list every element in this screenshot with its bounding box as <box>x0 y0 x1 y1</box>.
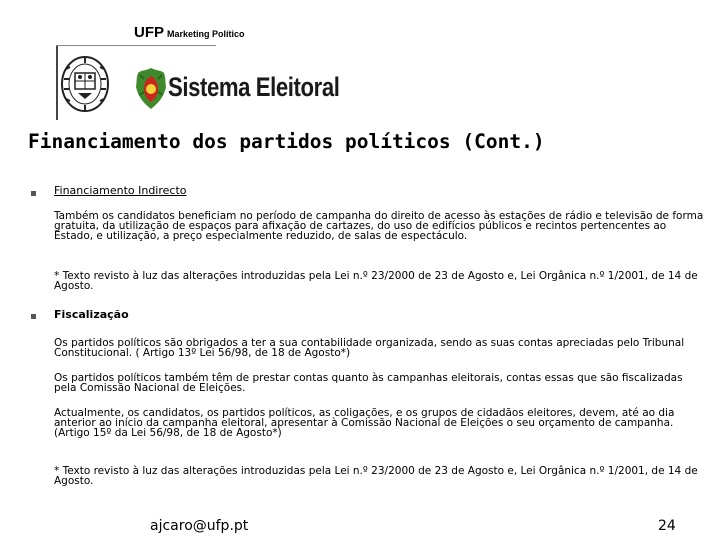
paragraph: Os partidos políticos são obrigados a ter a sua contabilidade organizada, sendo as suas contas apreciadas pelo Tribunal Constitucional. ( Artigo 13º Lei 56/98, de 18 de Agosto*) <box>54 337 685 359</box>
page-title: Financiamento dos partidos políticos (Cont.) <box>28 130 545 153</box>
header-brand <box>134 22 245 41</box>
section-label-fiscalizacao: Fiscalização <box>54 308 129 321</box>
paragraph: Também os candidatos beneficiam no período de campanha do direito de acesso às estações de rádio e televisão de forma gratuita, da utilização de espaços para afixação de cartazes, do uso de edifícios públicos e recintos pertencentes ao Estado, e utilização, a preço especialmente reduzido, de salas de espectáculo. <box>54 210 704 242</box>
paragraph: Os partidos políticos também têm de prestar contas quanto às campanhas eleitorais, contas essas que são fiscalizadas pela Comissão Nacional de Eleições. <box>54 372 683 394</box>
bullet-icon <box>31 191 36 196</box>
bullet-icon <box>31 314 36 319</box>
university-seal-icon <box>60 55 110 113</box>
page-number: 24 <box>658 518 676 534</box>
footer-email: ajcaro@ufp.pt <box>150 518 249 534</box>
paragraph: Actualmente, os candidatos, os partidos políticos, as coligações, e os grupos de cidadãos eleitores, devem, até ao dia anterior ao início da campanha eleitoral, apresentar à Comissão Nacional de Eleições o seu orçamento de campanha. (Artigo 15º da Lei 56/98, de 18 de Agosto*) <box>54 407 675 439</box>
header-divider-vertical <box>56 45 58 120</box>
footnote: * Texto revisto à luz das alterações introduzidas pela Lei n.º 23/2000 de 23 de Agosto e, Lei Orgânica n.º 1/2001, de 14 de Agosto. <box>54 465 698 487</box>
footnote: * Texto revisto à luz das alterações introduzidas pela Lei n.º 23/2000 de 23 de Agosto e, Lei Orgânica n.º 1/2001, de 14 de Agosto. <box>54 270 698 292</box>
section-label-financiamento-indirecto: Financiamento Indirecto <box>54 184 187 197</box>
logo-title: Sistema Eleitoral <box>168 72 340 102</box>
brand-main: UFP <box>134 24 164 41</box>
header-divider-horizontal <box>56 45 216 46</box>
brand-sub: Marketing Político <box>167 29 245 39</box>
emblem-icon <box>135 67 167 111</box>
